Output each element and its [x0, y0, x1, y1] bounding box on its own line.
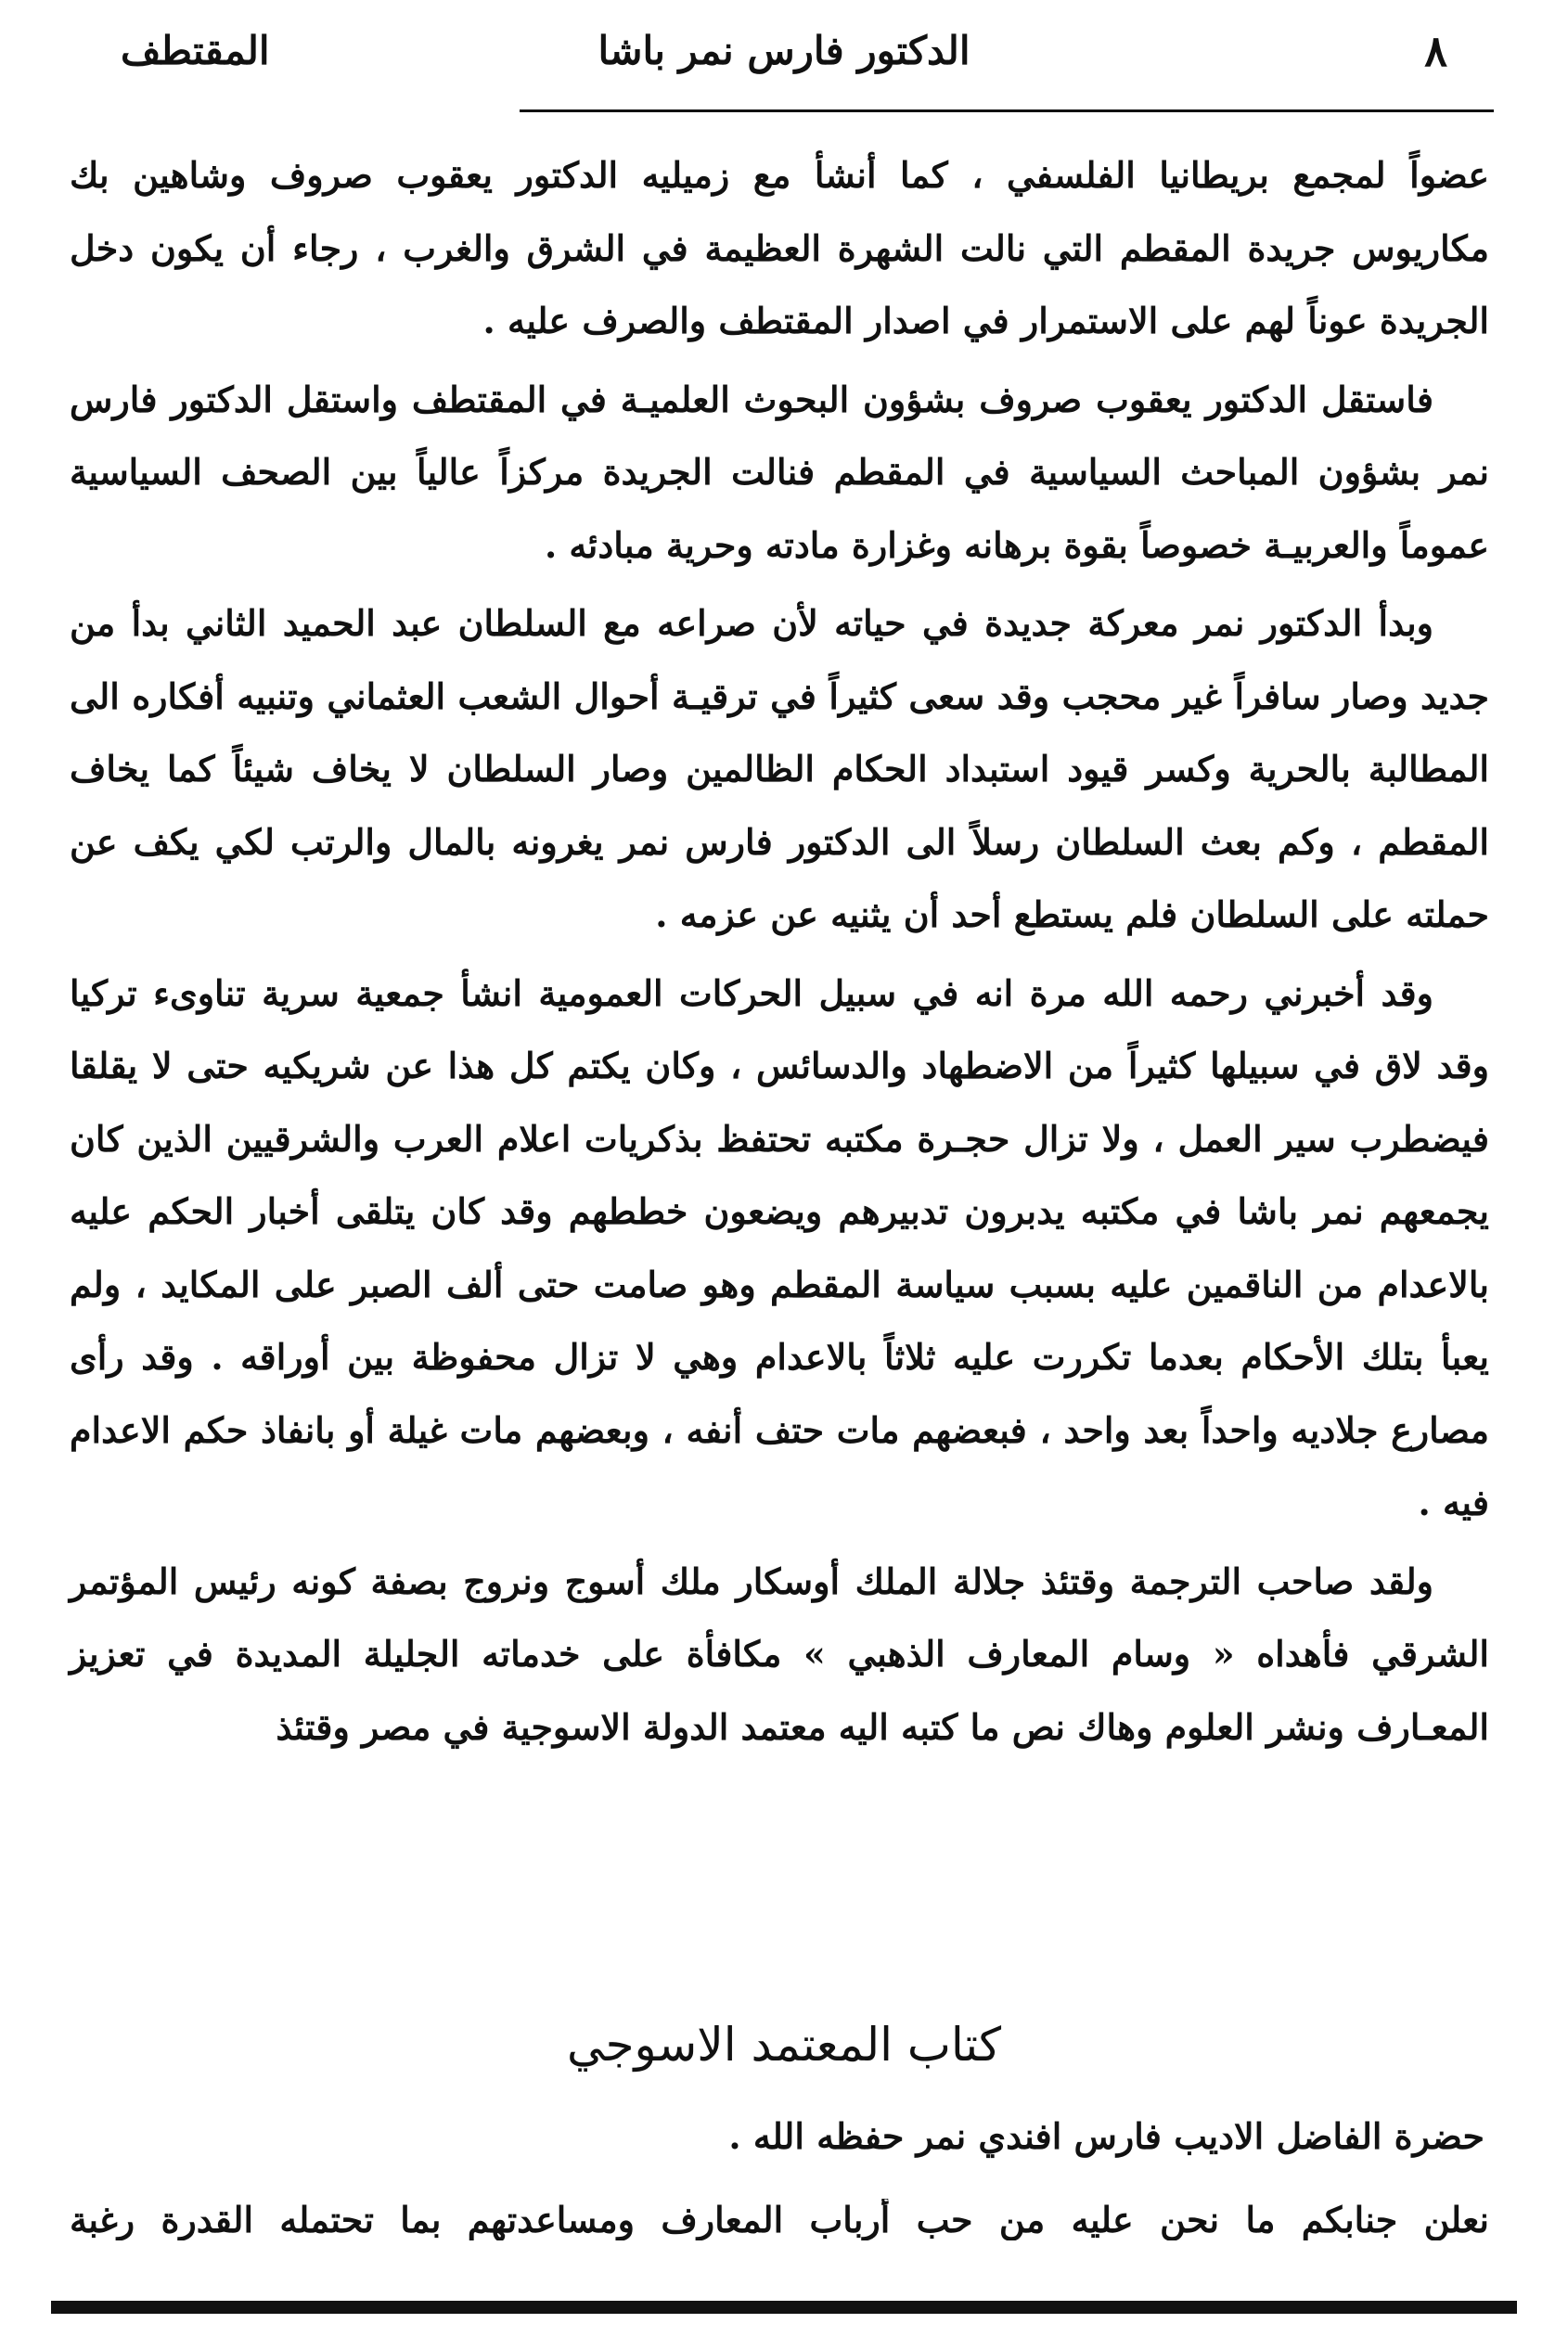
- running-header: [84, 20, 1484, 85]
- paragraph-4: وقد أخبرني رحمه الله مرة انه في سبيل الحركات العمومية انشأ جمعية سرية تناوىء تركيا وقد لاق في سبيلها كثيراً من الاضطهاد والدسائس ، وكان يكتم كل هذا عن شريكيه حتى لا يقلقا فيضطرب سير العمل ، ولا تزال حجـرة مكتبه تحتفظ بذكريات اعلام العرب والشرقيين الذين كان يجمعهم نمر باشا في مكتبه يدبرون تدبيرهم ويضعون خططهم وقد كان يتلقى أخبار الحكم عليه بالاعدام من الناقمين عليه بسبب سياسة المقطم وهو صامت حتى ألف الصبر على المكايد ، ولم يعبأ بتلك الأحكام بعدما تكررت عليه ثلاثاً بالاعدام وهي لا تزال محفوظة بين أوراقه . وقد رأى مصارع جلاديه واحداً بعد واحد ، فبعضهم مات حتف أنفه ، وبعضهم مات غيلة أو بانفاذ حكم الاعدام فيه .: [70, 971, 1489, 1523]
- letter-first-line: نعلن جنابكم ما نحن عليه من حب أرباب المعارف ومساعدتهم بما تحتمله القدرة رغبة: [70, 2199, 1489, 2240]
- paragraph-1: عضواً لمجمع بريطانيا الفلسفي ، كما أنشأ مع زميليه الدكتور يعقوب صروف وشاهين بك مكاريوس جريدة المقطم التي نالت الشهرة العظيمة في الشرق والغرب ، رجاء أن يكون دخل الجريدة عوناً لهم على الاستمرار في اصدار المقتطف والصرف عليه .: [70, 154, 1489, 341]
- paragraph-5: ولقد صاحب الترجمة وقتئذ جلالة الملك أوسكار ملك أسوج ونروج بصفة كونه رئيس المؤتمر الشرقي فأهداه « وسام المعارف الذهبي » مكافأة على خدماته الجليلة المديدة في تعزيز المعـارف ونشر العلوم وهاك نص ما كتبه اليه معتمد الدولة الاسوجية في مصر وقتئذ: [70, 1560, 1489, 1748]
- letter-salutation: حضرة الفاضل الاديب فارس افندي نمر حفظه الله .: [728, 2115, 1484, 2157]
- header-rule: [520, 109, 1494, 112]
- page-number: ٨: [1424, 26, 1447, 76]
- running-title: الدكتور فارس نمر باشا: [598, 28, 970, 73]
- paragraph-3: وبدأ الدكتور نمر معركة جديدة في حياته لأن صراعه مع السلطان عبد الحميد الثاني بدأ من جديد وصار سافراً غير محجب وقد سعى كثيراً في ترقيـة أحوال الشعب العثماني وتنبيه أفكاره الى المطالبة بالحرية وكسر قيود استبداد الحكام الظالمين وصار السلطان لا يخاف شيئاً كما يخاف المقطم ، وكم بعث السلطان رسلاً الى الدكتور فارس نمر يغرونه بالمال والرتب لكي يكف عن حملته على السلطان فلم يستطع أحد أن يثنيه عن عزمه .: [70, 602, 1489, 935]
- article-body: [70, 139, 1489, 1769]
- journal-name: المقتطف: [121, 28, 270, 73]
- letter-title: كتاب المعتمد الاسوجي: [566, 2018, 1002, 2072]
- footer-rule: [51, 2301, 1517, 2314]
- paragraph-2: فاستقل الدكتور يعقوب صروف بشؤون البحوث العلميـة في المقتطف واستقل الدكتور فارس نمر بشؤون المباحث السياسية في المقطم فنالت الجريدة مركزاً عالياً بين الصحف السياسية عموماً والعربيـة خصوصاً بقوة برهانه وغزارة مادته وحرية مبادئه .: [70, 378, 1489, 566]
